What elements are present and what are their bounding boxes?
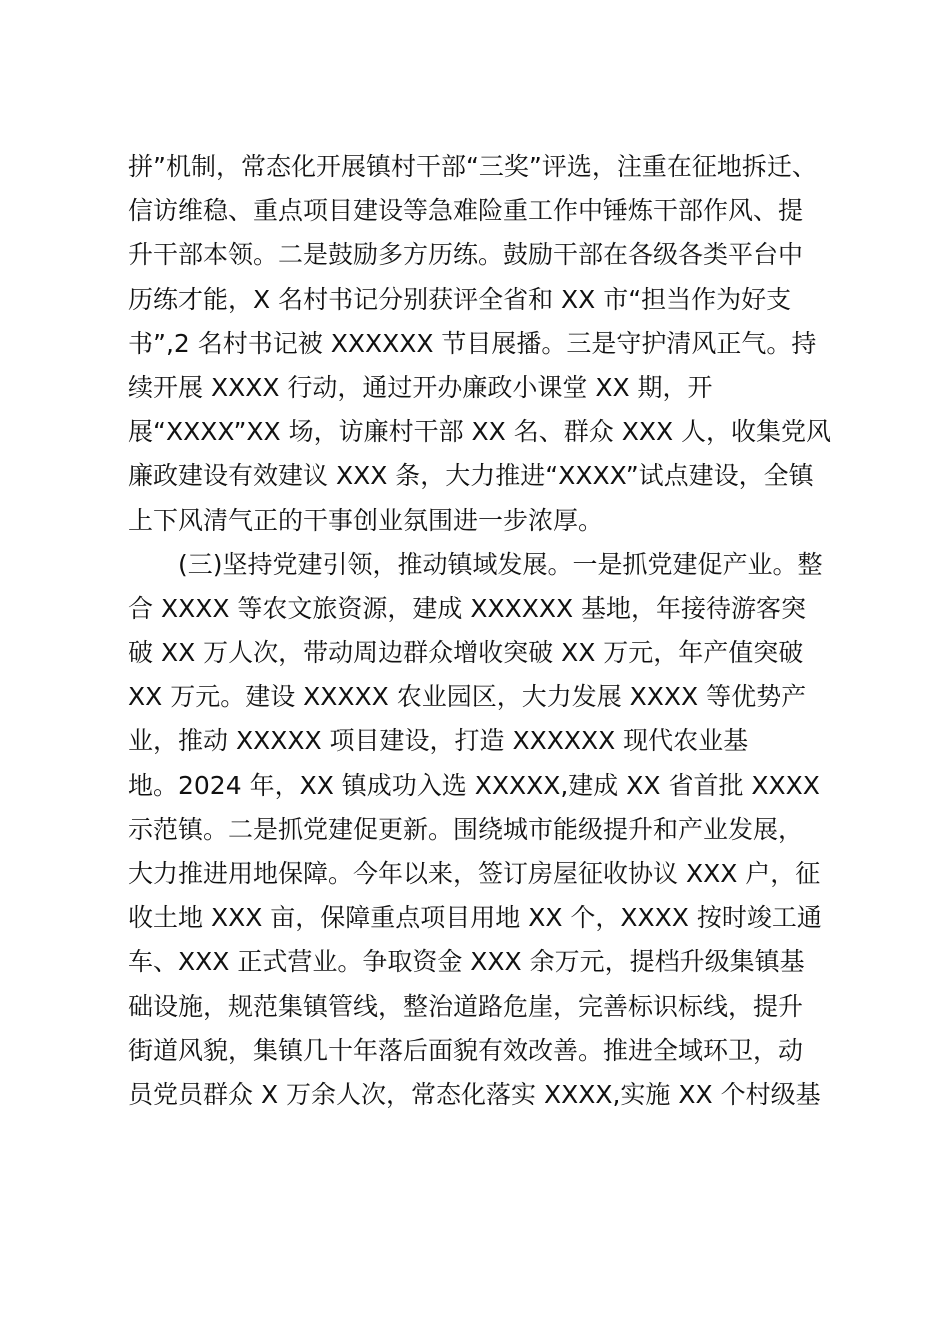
- text-line: 展“XXXX”XX 场，访廉村干部 XX 名、群众 XXX 人，收集党风: [128, 417, 832, 447]
- text-line: 车、XXX 正式营业。争取资金 XXX 余万元，提档升级集镇基: [128, 947, 805, 977]
- section-heading-line: (三)坚持党建引领，推动镇域发展。一是抓党建促产业。整: [178, 549, 823, 579]
- text-line: 升干部本领。二是鼓励多方历练。鼓励干部在各级各类平台中: [128, 240, 804, 270]
- text-line: 书”,2 名村书记被 XXXXXX 节目展播。三是守护清风正气。持: [128, 328, 817, 358]
- text-line: 历练才能，X 名村书记分别获评全省和 XX 市“担当作为好支: [128, 284, 792, 314]
- text-line: 示范镇。二是抓党建促更新。围绕城市能级提升和产业发展，: [128, 814, 804, 844]
- text-line: 员党员群众 X 万余人次，常态化落实 XXXX,实施 XX 个村级基: [128, 1079, 821, 1109]
- text-line: 大力推进用地保障。今年以来，签订房屋征收协议 XXX 户，征: [128, 859, 821, 888]
- text-line: XX 万元。建设 XXXXX 农业园区，大力发展 XXXX 等优势产: [128, 682, 807, 712]
- text-line: 廉政建设有效建议 XXX 条，大力推进“XXXX”试点建设，全镇: [128, 461, 814, 491]
- body-text: [128, 145, 838, 1117]
- text-line: 续开展 XXXX 行动，通过开办廉政小课堂 XX 期，开: [128, 372, 713, 402]
- text-line: 地。2024 年，XX 镇成功入选 XXXXX,建成 XX 省首批 XXXX: [128, 770, 820, 800]
- text-line: 破 XX 万人次，带动周边群众增收突破 XX 万元，年产值突破: [128, 638, 804, 668]
- text-line: 合 XXXX 等农文旅资源，建成 XXXXXX 基地，年接待游客突: [128, 593, 807, 623]
- text-line: 街道风貌，集镇几十年落后面貌有效改善。推进全域环卫，动: [128, 1035, 804, 1065]
- text-line: 收土地 XXX 亩，保障重点项目用地 XX 个，XXXX 按时竣工通: [128, 903, 822, 933]
- text-line: 信访维稳、重点项目建设等急难险重工作中锤炼干部作风、提: [128, 196, 804, 226]
- text-line: 业，推动 XXXXX 项目建设，打造 XXXXXX 现代农业基: [128, 726, 749, 756]
- text-line: 上下风清气正的干事创业氛围进一步浓厚。: [128, 505, 604, 535]
- text-line: 础设施，规范集镇管线，整治道路危崖，完善标识标线，提升: [128, 991, 804, 1021]
- text-line: 拼”机制，常态化开展镇村干部“三奖”评选，注重在征地拆迁、: [128, 152, 817, 181]
